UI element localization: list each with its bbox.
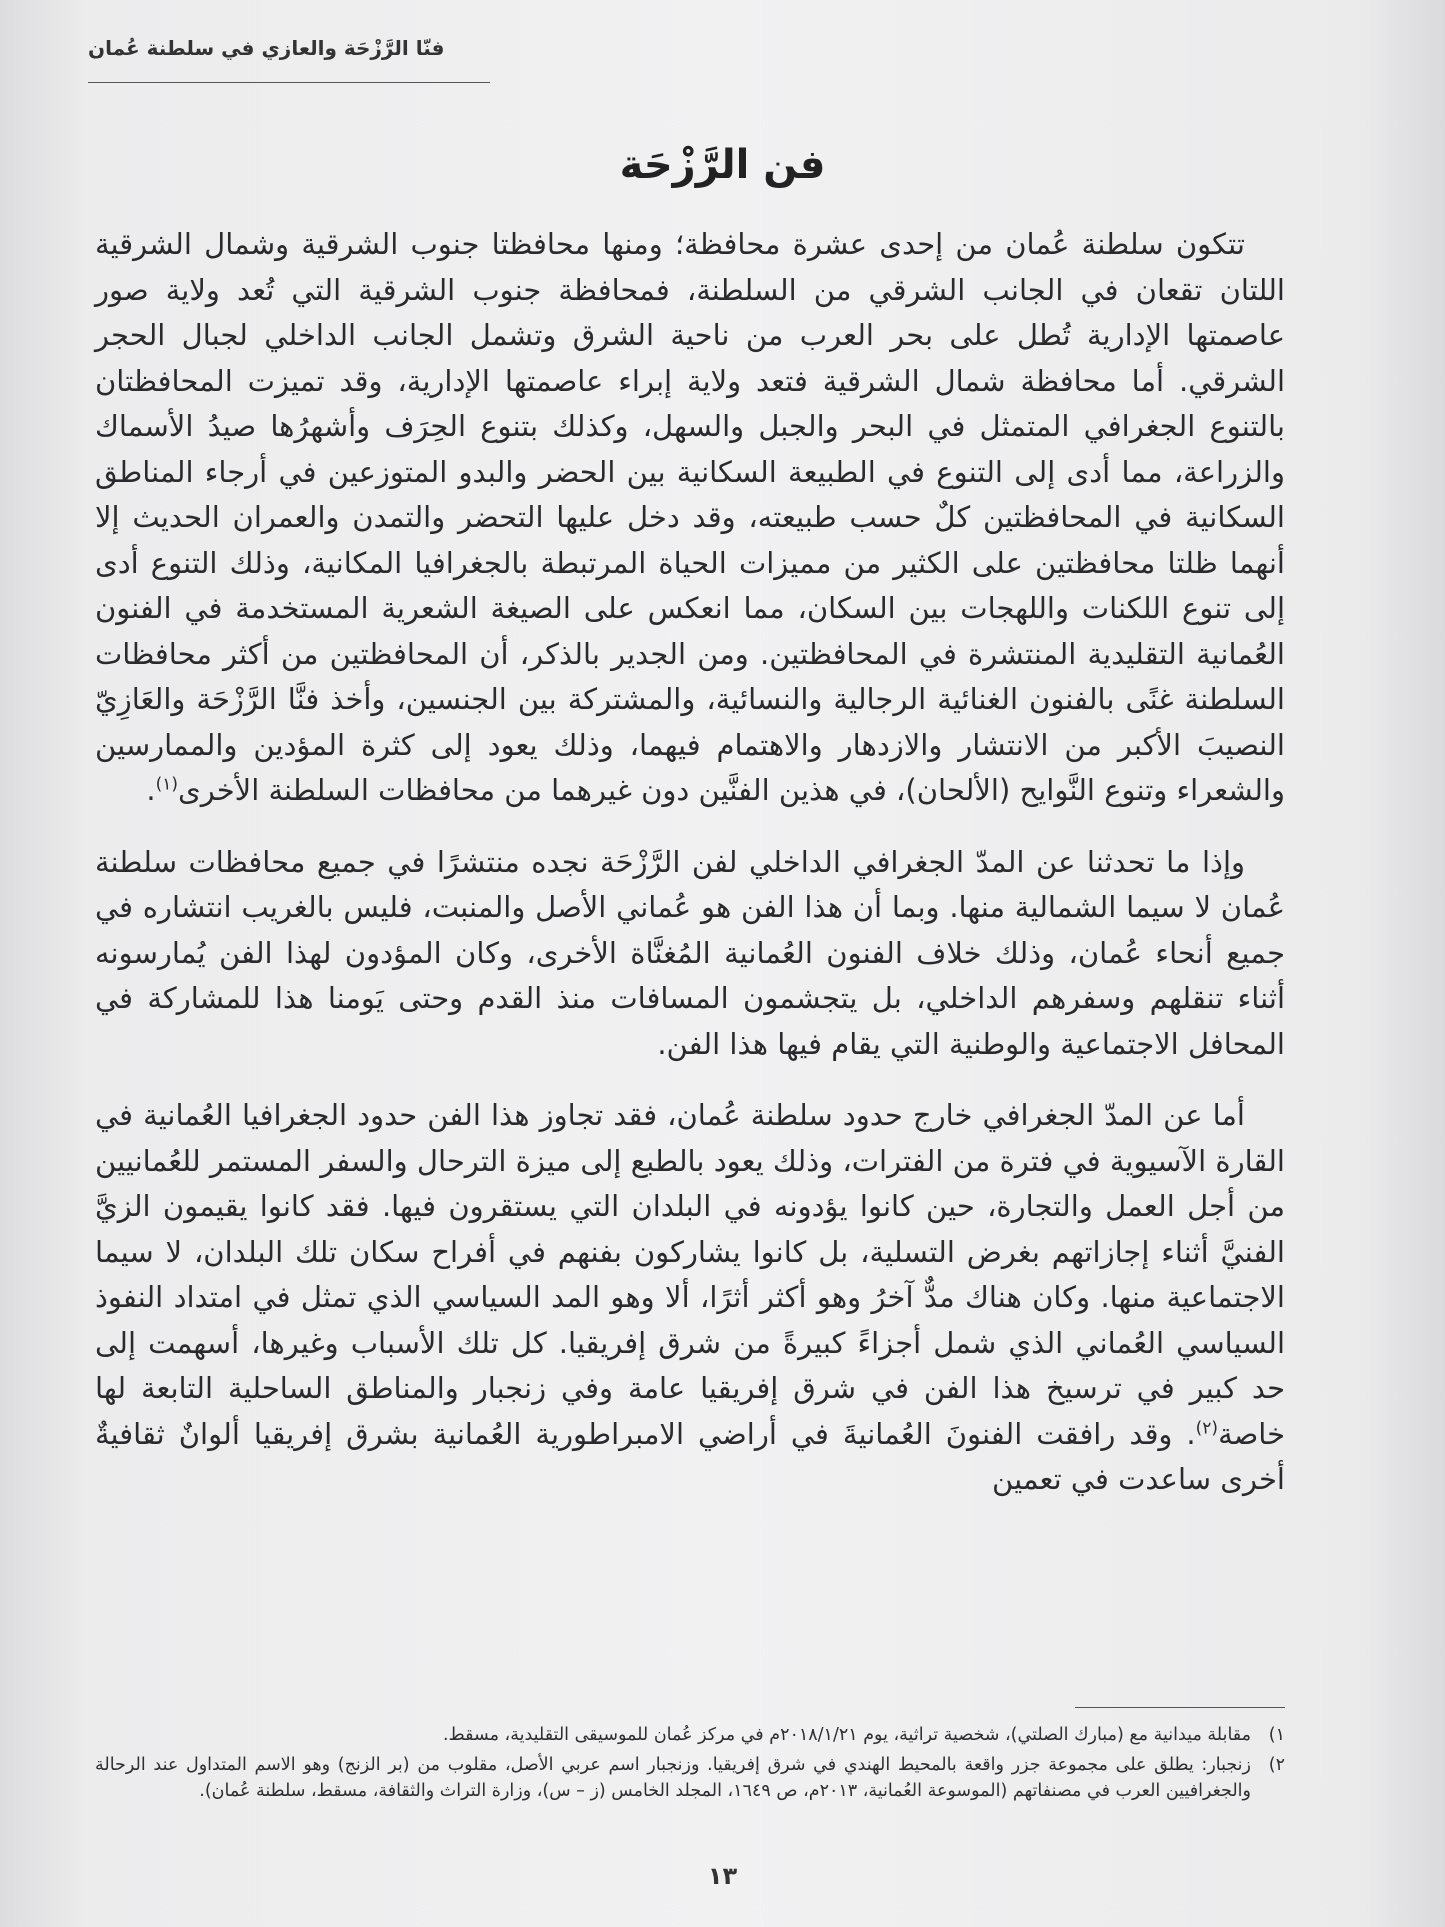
footnotes: [95, 1722, 1285, 1808]
footnote-2-text: زنجبار: يطلق على مجموعة جزر واقعة بالمحيط الهندي في شرق إفريقيا. وزنجبار اسم عربي الأصل، مقلوب من (بر الزنج) وهو الاسم المتداول عند الرحالة والجغرافيين العرب في مصنفاتهم (الموسوعة العُمانية، ٢٠١٣م، ص ١٦٤٩، المجلد الخامس (ز – س)، وزارة التراث والثقافة، مسقط، سلطنة عُمان).: [95, 1755, 1251, 1801]
chapter-title: فن الرَّزْحَة: [619, 141, 826, 188]
footnote-1: [95, 1722, 1285, 1748]
running-head-rule: [88, 82, 490, 83]
paragraph-3-continuation: . وقد رافقت الفنونَ العُمانيةَ في أراضي الامبراطورية العُمانية بشرق إفريقيا ألوانٌ ثقافيةٌ أخرى ساعدت في تعمين: [95, 1416, 1285, 1496]
paragraph-1-text: تتكون سلطنة عُمان من إحدى عشرة محافظة؛ ومنها محافظتا جنوب الشرقية وشمال الشرقية اللتان تقعان في الجانب الشرقي من السلطنة، فمحافظة جنوب الشرقية التي تُعد ولاية صور عاصمتها الإدارية تُطل على بحر العرب من ناحية الشرق وتشمل الجانب الداخلي لجبال الحجر الشرقي. أما محافظة شمال الشرقية فتعد ولاية إبراء عاصمتها الإدارية، وقد تميزت المحافظتان بالتنوع الجغرافي المتمثل في البحر والجبل والسهل، وكذلك بتنوع الحِرَف وأشهرُها صيدُ الأسماك والزراعة، مما أدى إلى التنوع في الطبيعة السكانية بين الحضر والبدو المتوزعين في أرجاء المناطق السكانية في المحافظتين كلٌ حسب طبيعته، وقد دخل عليها التحضر والتمدن والعمران الحديث إلا أنهما ظلتا محافظتين على الكثير من مميزات الحياة المرتبطة بالجغرافيا المكانية، وذلك التنوع أدى إلى تنوع اللكنات واللهجات بين السكان، مما انعكس على الصيغة الشعرية المستخدمة في الفنون العُمانية التقليدية المنتشرة في المحافظتين. ومن الجدير بالذكر، أن المحافظتين من أكثر محافظات السلطنة غنًى بالفنون الغنائية الرجالية والنسائية، والمشتركة بين الجنسين، وأخذ فنَّا الرَّزْحَة والعَازِيّ النصيبَ الأكبر من الانتشار والازدهار والاهتمام فيهما، وذلك يعود إلى كثرة المؤدين والممارسين والشعراء وتنوع النَّوايح (الألحان)، في هذين الفنَّين دون غيرهما من محافظات السلطنة الأخرى: [95, 227, 1285, 807]
paragraph-1: [95, 222, 1285, 814]
footnote-ref-2: (٢): [1195, 1417, 1219, 1438]
paragraph-2-text: وإذا ما تحدثنا عن المدّ الجغرافي الداخلي لفن الرَّزْحَة نجده منتشرًا في جميع محافظات سلطنة عُمان لا سيما الشمالية منها. وبما أن هذا الفن هو عُماني الأصل والمنبت، فليس بالغريب انتشاره في جميع أنحاء عُمان، وذلك خلاف الفنون العُمانية المُغنَّاة الأخرى، وكان المؤدون لهذا الفن يُمارسونه أثناء تنقلهم وسفرهم الداخلي، بل يتجشمون المسافات منذ القدم وحتى يَومنا هذا للمشاركة في المحافل الاجتماعية والوطنية التي يقام فيها هذا الفن.: [95, 844, 1285, 1061]
footnote-2: [95, 1752, 1285, 1804]
footnote-1-number: ١): [1268, 1725, 1285, 1745]
footnote-1-text: مقابلة ميدانية مع (مبارك الصلتي)، شخصية تراثية، يوم ٢٠١٨/١/٢١م في مركز عُمان للموسيقى التقليدية، مسقط.: [442, 1725, 1251, 1745]
footnote-ref-1: (١): [155, 774, 179, 795]
body-text: [95, 222, 1285, 1529]
paragraph-1-end: .: [146, 773, 156, 807]
paragraph-3-text: أما عن المدّ الجغرافي خارج حدود سلطنة عُمان، فقد تجاوز هذا الفن حدود الجغرافيا العُمانية في القارة الآسيوية في فترة من الفترات، وذلك يعود بالطبع إلى ميزة الترحال والسفر المستمر للعُمانيين من أجل العمل والتجارة، حين كانوا يؤدونه في البلدان التي يستقرون فيها. فقد كانوا يقيمون الزيَّ الفنيَّ أثناء إجازاتهم بغرض التسلية، بل كانوا يشاركون بفنهم في أفراح سكان تلك البلدان، لا سيما الاجتماعية منها. وكان هناك مدٌّ آخرُ وهو أكثر أثرًا، ألا وهو المد السياسي الذي تمثل في امتداد النفوذ السياسي العُماني الذي شمل أجزاءً كبيرةً من شرق إفريقيا. كل تلك الأسباب وغيرها، أسهمت إلى حد كبير في ترسيخ هذا الفن في شرق إفريقيا عامة وفي زنجبار والمناطق الساحلية التابعة لها خاصة: [95, 1098, 1285, 1451]
footnote-rule: [1075, 1707, 1285, 1708]
page-number: ١٣: [707, 1862, 738, 1890]
paragraph-2: [95, 840, 1285, 1068]
footnote-2-number: ٢): [1268, 1755, 1285, 1775]
paragraph-3: [95, 1093, 1285, 1503]
running-head: فنّا الرَّزْحَة والعازي في سلطنة عُمان: [88, 36, 445, 60]
